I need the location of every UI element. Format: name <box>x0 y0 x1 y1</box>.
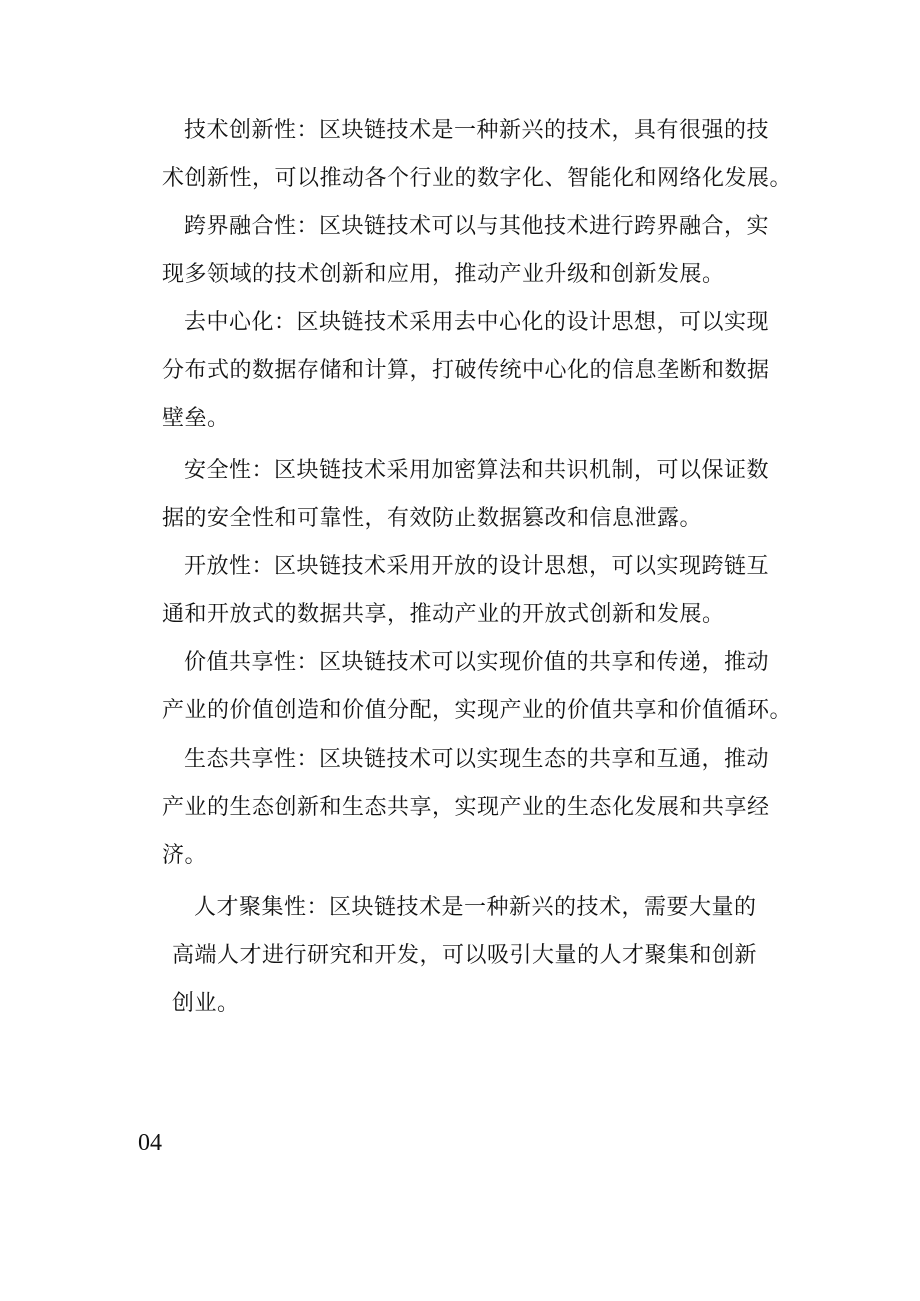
paragraph-line: 术创新性，可以推动各个行业的数字化、智能化和网络化发展。 <box>162 166 793 191</box>
paragraph-line: 开放性：区块链技术采用开放的设计思想，可以实现跨链互 <box>184 554 770 579</box>
paragraph-cross-border-integration <box>162 203 769 299</box>
paragraph-line: 济。 <box>162 843 208 868</box>
paragraph-line: 通和开放式的数据共享，推动产业的开放式创新和发展。 <box>162 602 725 627</box>
paragraph-decentralization <box>162 299 770 443</box>
page-number: 04 <box>138 1130 162 1156</box>
paragraph-line: 人才聚集性：区块链技术是一种新兴的技术，需要大量的 <box>194 895 757 920</box>
paragraph-line: 产业的价值创造和价值分配，实现产业的价值共享和价值循环。 <box>162 698 793 723</box>
paragraph-line: 分布式的数据存储和计算，打破传统中心化的信息垄断和数据 <box>162 358 770 383</box>
paragraph-line: 去中心化：区块链技术采用去中心化的设计思想，可以实现 <box>184 310 770 335</box>
paragraph-security <box>162 447 769 543</box>
paragraph-talent-aggregation <box>172 884 757 1028</box>
paragraph-line: 创业。 <box>172 991 240 1016</box>
paragraph-technical-innovation <box>162 107 792 203</box>
paragraph-value-sharing <box>162 639 792 735</box>
paragraph-line: 现多领域的技术创新和应用，推动产业升级和创新发展。 <box>162 262 725 287</box>
paragraph-line: 壁垒。 <box>162 406 230 431</box>
paragraph-line: 据的安全性和可靠性，有效防止数据篡改和信息泄露。 <box>162 506 703 531</box>
paragraph-openness <box>162 543 769 639</box>
paragraph-line: 安全性：区块链技术采用加密算法和共识机制，可以保证数 <box>184 458 770 483</box>
paragraph-line: 技术创新性：区块链技术是一种新兴的技术，具有很强的技 <box>184 118 770 143</box>
paragraph-ecosystem-sharing <box>162 736 770 880</box>
paragraph-line: 价值共享性：区块链技术可以实现价值的共享和传递，推动 <box>184 650 770 675</box>
paragraph-line: 高端人才进行研究和开发，可以吸引大量的人才聚集和创新 <box>172 943 758 968</box>
paragraph-line: 生态共享性：区块链技术可以实现生态的共享和互通，推动 <box>184 747 770 772</box>
paragraph-line: 产业的生态创新和生态共享，实现产业的生态化发展和共享经 <box>162 795 770 820</box>
paragraph-line: 跨界融合性：区块链技术可以与其他技术进行跨界融合，实 <box>184 214 770 239</box>
